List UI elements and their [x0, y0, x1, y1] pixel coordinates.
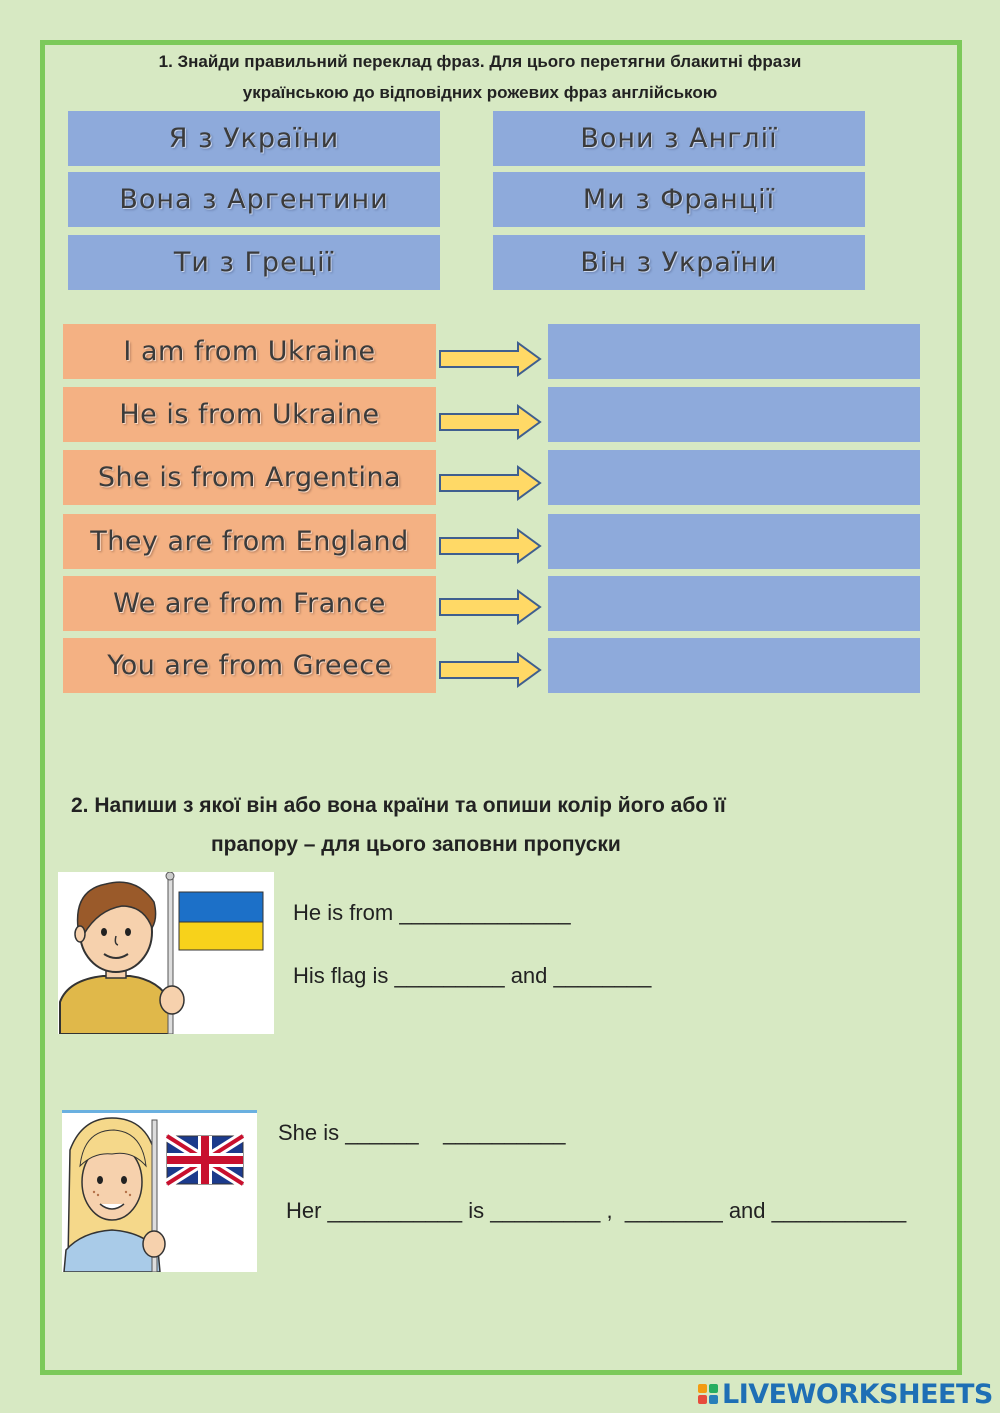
arrow-right-icon	[438, 341, 542, 377]
liveworksheets-logo-text: LIVEWORKSHEETS	[722, 1378, 993, 1410]
arrow-right-icon	[438, 652, 542, 688]
arrow-right-icon	[438, 465, 542, 501]
drop-zone-3[interactable]	[548, 450, 920, 505]
boy-with-ukraine-flag-image	[58, 872, 274, 1034]
english-phrase-1: I am from Ukraine	[63, 324, 436, 379]
english-phrase-3: She is from Argentina	[63, 450, 436, 505]
english-phrase-6: You are from Greece	[63, 638, 436, 693]
drop-zone-6[interactable]	[548, 638, 920, 693]
task2-instruction-line1: 2. Напиши з якої він або вона країни та опиши колір його або її	[71, 794, 726, 817]
drop-zone-4[interactable]	[548, 514, 920, 569]
english-phrase-2: He is from Ukraine	[63, 387, 436, 442]
drag-tile-vony-z-anglii[interactable]: Вони з Англії	[493, 111, 865, 166]
drag-tile-ya-z-ukrainy[interactable]: Я з України	[68, 111, 440, 166]
drag-tile-my-z-frantsii[interactable]: Ми з Франції	[493, 172, 865, 227]
english-phrase-5: We are from France	[63, 576, 436, 631]
girl-with-uk-flag-image	[62, 1110, 257, 1272]
liveworksheets-logo	[698, 1380, 993, 1408]
drag-tile-vona-z-argentyny[interactable]: Вона з Аргентини	[68, 172, 440, 227]
girl-sentence-flag: Her ___________ is _________ , ________ and ___________	[286, 1198, 907, 1223]
arrow-right-icon	[438, 404, 542, 440]
liveworksheets-logo-icon	[698, 1384, 718, 1404]
drop-zone-2[interactable]	[548, 387, 920, 442]
task1-instruction-line2: українською до відповідних рожевих фраз англійською	[242, 83, 718, 102]
english-phrase-4: They are from England	[63, 514, 436, 569]
drag-tile-ty-z-hretsii[interactable]: Ти з Греції	[68, 235, 440, 290]
drag-tile-vin-z-ukrainy[interactable]: Він з України	[493, 235, 865, 290]
drop-zone-1[interactable]	[548, 324, 920, 379]
girl-sentence-country: She is ______ __________	[278, 1120, 566, 1145]
arrow-right-icon	[438, 589, 542, 625]
task2-instruction-line2: прапору – для цього заповни пропуски	[211, 833, 621, 856]
arrow-right-icon	[438, 528, 542, 564]
boy-sentence-flag: His flag is _________ and ________	[293, 963, 652, 988]
drop-zone-5[interactable]	[548, 576, 920, 631]
task1-instruction-line1: 1. Знайди правильний переклад фраз. Для цього перетягни блакитні фрази	[158, 52, 802, 71]
boy-sentence-country: He is from ______________	[293, 900, 571, 925]
